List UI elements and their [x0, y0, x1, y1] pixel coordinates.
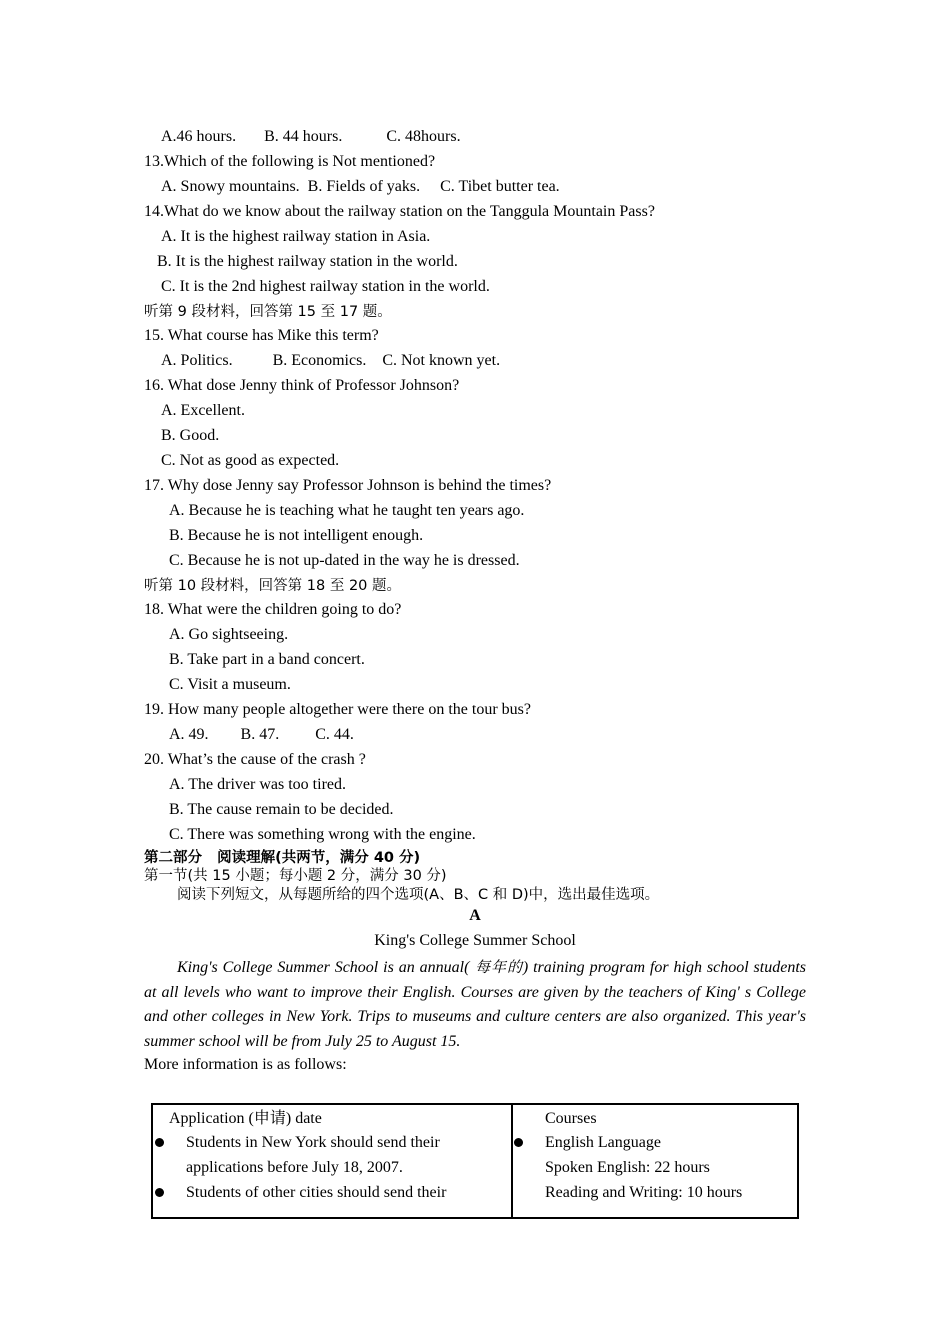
application-item-1: Students in New York should send their — [186, 1134, 440, 1151]
text-line: A. Because he is teaching what he taught ten years ago. — [169, 502, 525, 519]
text-line: 18. What were the children going to do? — [144, 601, 402, 618]
text-line: C. Not as good as expected. — [161, 452, 340, 469]
text-line: B. Good. — [161, 427, 220, 444]
bullet-icon — [514, 1138, 523, 1147]
text-line: B. Take part in a band concert. — [169, 651, 365, 668]
application-date-heading: Application (申请) date — [169, 1110, 322, 1127]
text-line: 第二部分 阅读理解(共两节，满分 40 分) — [144, 850, 421, 866]
text-line: C. It is the 2nd highest railway station in the world. — [161, 278, 490, 295]
passage-text-2: ) training program for high school students at all levels who want to improve their English. Courses are given by the teachers of King' s College and other colleges in New York. Trips to museums and culture centers are also organized. This year's summer school will be from July 25 to August 15. — [144, 959, 806, 1050]
passage-paragraph — [144, 955, 806, 1054]
course-spoken-english: Spoken English: 22 hours — [545, 1159, 710, 1176]
more-info-label: More information is as follows: — [144, 1056, 347, 1073]
section-letter: A — [469, 907, 481, 924]
courses-heading: Courses — [545, 1110, 597, 1127]
text-line: 17. Why dose Jenny say Professor Johnson is behind the times? — [144, 477, 552, 494]
table-column-divider — [511, 1105, 513, 1217]
text-line: A.46 hours. B. 44 hours. C. 48hours. — [161, 128, 461, 145]
text-line: 听第 10 段材料，回答第 18 至 20 题。 — [144, 578, 402, 594]
text-line: 听第 9 段材料，回答第 15 至 17 题。 — [144, 304, 392, 320]
text-line: 阅读下列短文，从每题所给的四个选项(A、B、C 和 D)中，选出最佳选项。 — [177, 887, 660, 903]
passage-cjk-gloss: 每年的 — [469, 958, 523, 976]
passage-text-1: King's College Summer School is an annual( — [177, 959, 470, 976]
text-line: A. 49. B. 47. C. 44. — [169, 726, 354, 743]
text-line: A. It is the highest railway station in Asia. — [161, 228, 431, 245]
course-reading-writing: Reading and Writing: 10 hours — [545, 1184, 743, 1201]
text-line: C. Because he is not up-dated in the way he is dressed. — [169, 552, 520, 569]
text-line: A. Go sightseeing. — [169, 626, 289, 643]
text-line: A. The driver was too tired. — [169, 776, 346, 793]
text-line: 13.Which of the following is Not mentioned? — [144, 153, 436, 170]
application-item-2: Students of other cities should send their — [186, 1184, 447, 1201]
passage-title: King's College Summer School — [374, 932, 576, 949]
text-line: 14.What do we know about the railway station on the Tanggula Mountain Pass? — [144, 203, 655, 220]
text-line: B. It is the highest railway station in the world. — [157, 253, 458, 270]
text-line: 16. What dose Jenny think of Professor Johnson? — [144, 377, 460, 394]
info-table — [151, 1103, 799, 1219]
text-line: A. Excellent. — [161, 402, 245, 419]
course-item-english: English Language — [545, 1134, 661, 1151]
bullet-icon — [155, 1138, 164, 1147]
text-line: B. The cause remain to be decided. — [169, 801, 394, 818]
application-item-1-cont: applications before July 18, 2007. — [186, 1159, 403, 1176]
text-line: C. Visit a museum. — [169, 676, 291, 693]
text-line: 第一节(共 15 小题；每小题 2 分，满分 30 分) — [144, 868, 447, 884]
text-line: A. Politics. B. Economics. C. Not known yet. — [161, 352, 501, 369]
text-line: C. There was something wrong with the engine. — [169, 826, 476, 843]
bullet-icon — [155, 1188, 164, 1197]
text-line: A. Snowy mountains. B. Fields of yaks. C. Tibet butter tea. — [161, 178, 560, 195]
text-line: B. Because he is not intelligent enough. — [169, 527, 424, 544]
text-line: 15. What course has Mike this term? — [144, 327, 379, 344]
text-line: 19. How many people altogether were there on the tour bus? — [144, 701, 531, 718]
text-line: 20. What’s the cause of the crash ? — [144, 751, 366, 768]
